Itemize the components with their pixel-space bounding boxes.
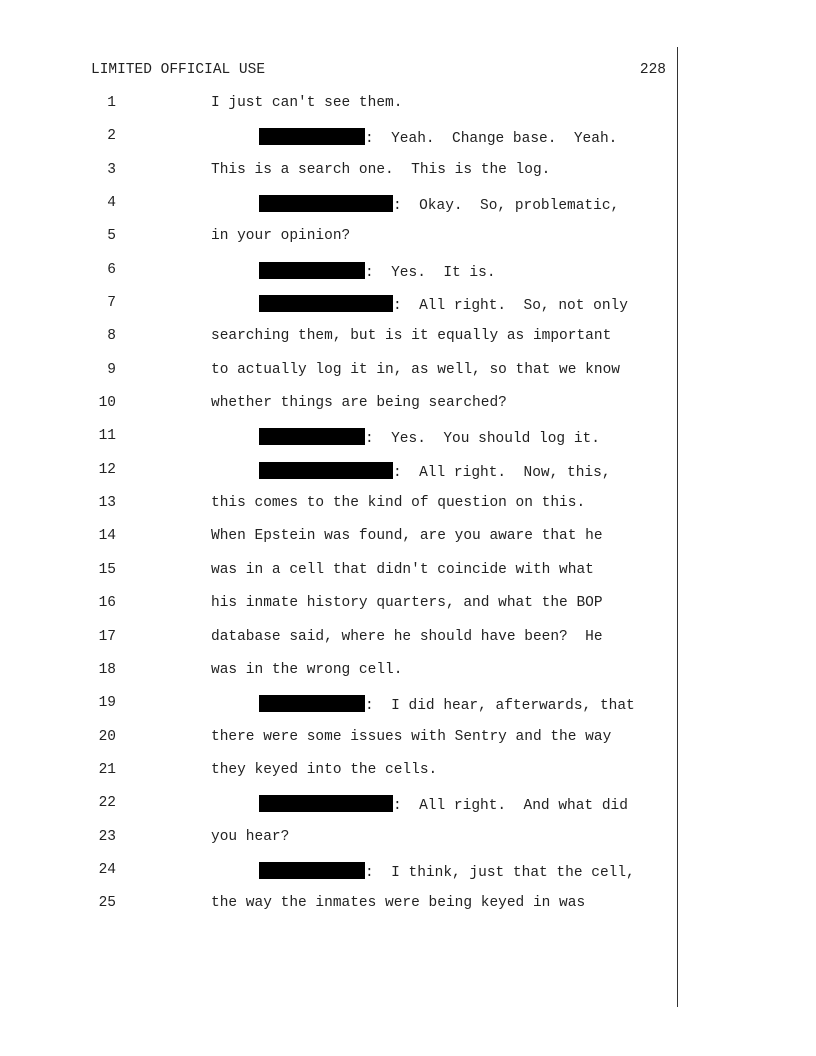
continuation-line: to actually log it in, as well, so that we know — [211, 361, 620, 378]
line-number: 15 — [98, 561, 116, 578]
continuation-line: This is a search one. This is the log. — [211, 161, 551, 178]
transcript-line — [0, 762, 816, 795]
line-number: 11 — [98, 428, 116, 445]
transcript-line — [0, 662, 816, 695]
line-number: 3 — [107, 161, 116, 178]
transcript-line — [0, 695, 816, 728]
speaker-text: : Yes. You should log it. — [365, 431, 600, 448]
line-number: 7 — [107, 295, 116, 312]
line-number: 5 — [107, 228, 116, 245]
speaker-line — [259, 295, 628, 314]
speaker-text: : I did hear, afterwards, that — [365, 698, 635, 715]
line-number: 2 — [107, 128, 116, 145]
line-number: 9 — [107, 361, 116, 378]
line-number: 21 — [98, 761, 116, 778]
line-number: 16 — [98, 595, 116, 612]
transcript-line — [0, 262, 816, 295]
speaker-text: : All right. Now, this, — [393, 464, 611, 481]
transcript-line — [0, 395, 816, 428]
continuation-line: in your opinion? — [211, 228, 351, 245]
speaker-line — [259, 428, 600, 447]
classification-header: LIMITED OFFICIAL USE — [91, 62, 266, 78]
transcript-line — [0, 495, 816, 528]
redacted-speaker-name — [259, 795, 393, 812]
redacted-speaker-name — [259, 195, 393, 212]
continuation-line: searching them, but is it equally as important — [211, 328, 612, 345]
continuation-line: they keyed into the cells. — [211, 761, 438, 778]
speaker-line — [259, 195, 619, 214]
transcript-line — [0, 328, 816, 361]
transcript-line — [0, 228, 816, 261]
line-number: 18 — [98, 661, 116, 678]
speaker-line — [259, 262, 496, 281]
transcript-line — [0, 128, 816, 161]
transcript-line — [0, 462, 816, 495]
transcript-body — [0, 95, 816, 929]
transcript-line — [0, 862, 816, 895]
continuation-line: there were some issues with Sentry and the way — [211, 728, 612, 745]
line-number: 14 — [98, 528, 116, 545]
line-number: 4 — [107, 195, 116, 212]
continuation-line: whether things are being searched? — [211, 395, 507, 412]
continuation-line: When Epstein was found, are you aware that he — [211, 528, 603, 545]
transcript-line — [0, 829, 816, 862]
continuation-line: was in the wrong cell. — [211, 661, 403, 678]
line-number: 17 — [98, 628, 116, 645]
line-number: 24 — [98, 861, 116, 878]
transcript-line — [0, 729, 816, 762]
line-number: 8 — [107, 328, 116, 345]
continuation-line: this comes to the kind of question on this. — [211, 495, 586, 512]
continuation-line: you hear? — [211, 828, 290, 845]
redacted-speaker-name — [259, 295, 393, 312]
page-number: 228 — [639, 62, 666, 78]
line-number: 20 — [98, 728, 116, 745]
redacted-speaker-name — [259, 462, 393, 479]
transcript-line — [0, 428, 816, 461]
speaker-line — [259, 695, 635, 714]
line-number: 1 — [107, 95, 116, 111]
transcript-line — [0, 895, 816, 928]
speaker-line — [259, 862, 635, 881]
redacted-speaker-name — [259, 428, 365, 445]
transcript-line — [0, 362, 816, 395]
redacted-speaker-name — [259, 128, 365, 145]
continuation-line: his inmate history quarters, and what the BOP — [211, 595, 603, 612]
speaker-text: : Yes. It is. — [365, 264, 496, 281]
speaker-text: : I think, just that the cell, — [365, 864, 635, 881]
transcript-line — [0, 795, 816, 828]
line-number: 12 — [98, 461, 116, 478]
continuation-line: database said, where he should have been? He — [211, 628, 603, 645]
line-number: 19 — [98, 695, 116, 712]
line-number: 22 — [98, 795, 116, 812]
line-number: 25 — [98, 895, 116, 912]
transcript-line — [0, 95, 816, 128]
line-number: 13 — [98, 495, 116, 512]
speaker-line — [259, 128, 617, 147]
continuation-line: was in a cell that didn't coincide with what — [211, 561, 594, 578]
transcript-line — [0, 595, 816, 628]
redacted-speaker-name — [259, 862, 365, 879]
speaker-text: : All right. And what did — [393, 798, 628, 815]
speaker-line — [259, 795, 628, 814]
speaker-text: : All right. So, not only — [393, 298, 628, 315]
transcript-line — [0, 528, 816, 561]
redacted-speaker-name — [259, 262, 365, 279]
continuation-line: the way the inmates were being keyed in was — [211, 895, 586, 912]
line-number: 23 — [98, 828, 116, 845]
line-number: 10 — [98, 395, 116, 412]
transcript-line — [0, 629, 816, 662]
transcript-line — [0, 195, 816, 228]
speaker-text: : Okay. So, problematic, — [393, 198, 620, 215]
continuation-line: I just can't see them. — [211, 95, 403, 111]
transcript-line — [0, 562, 816, 595]
transcript-line — [0, 295, 816, 328]
speaker-line — [259, 462, 611, 481]
transcript-line — [0, 162, 816, 195]
speaker-text: : Yeah. Change base. Yeah. — [365, 131, 618, 148]
redacted-speaker-name — [259, 695, 365, 712]
line-number: 6 — [107, 261, 116, 278]
